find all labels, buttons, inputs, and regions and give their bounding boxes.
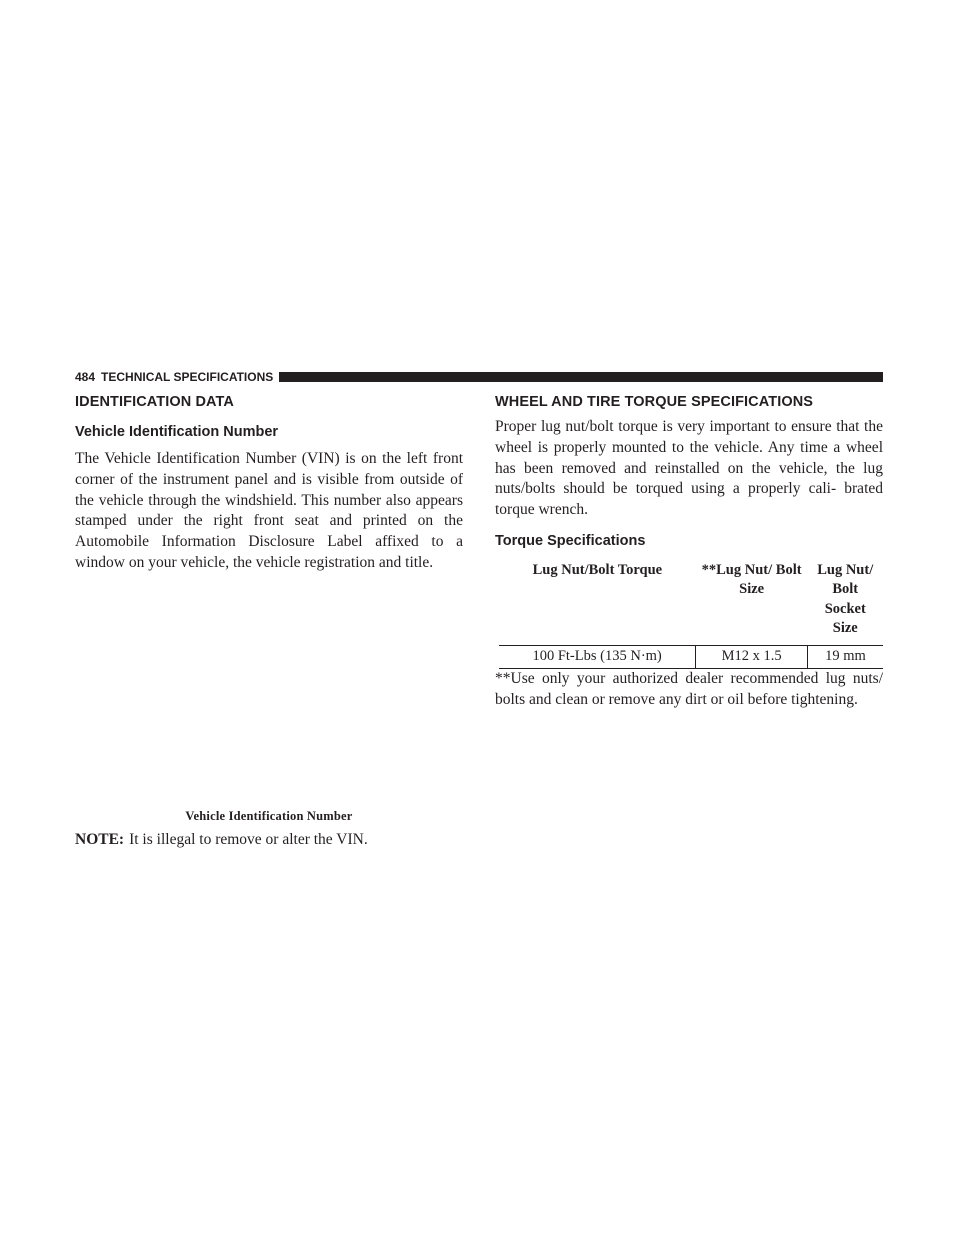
table-header-cell: **Lug Nut/ Bolt Size — [696, 561, 808, 646]
torque-specs-heading: WHEEL AND TIRE TORQUE SPECIFICATIONS — [495, 394, 814, 410]
figure-caption: Vehicle Identification Number — [185, 808, 353, 823]
identification-data-heading: IDENTIFICATION DATA — [75, 394, 234, 410]
table-row — [499, 645, 883, 668]
table-header-row — [499, 561, 883, 646]
note-text: It is illegal to remove or alter the VIN. — [129, 830, 368, 848]
table-cell: 100 Ft-Lbs (135 N·m) — [499, 645, 696, 668]
table-cell: 19 mm — [807, 645, 883, 668]
vin-figure-area — [75, 574, 463, 809]
table-cell: M12 x 1.5 — [696, 645, 808, 668]
torque-subheading: Torque Specifications — [495, 532, 646, 549]
page-header — [75, 369, 883, 385]
torque-table — [499, 561, 883, 669]
vin-paragraph: The Vehicle Identification Number (VIN) is on the left front corner of the instrument panel and is visible from outside of the vehicle through the windshield. This number also appears stamped under the right front seat and printed on the Automobile Information Disclosure Label affixed to a window on your vehicle, the vehicle registration and title. — [75, 450, 463, 571]
table-header-cell: Lug Nut/Bolt Torque — [499, 561, 696, 646]
torque-footnote: **Use only your authorized dealer recommended lug nuts/ bolts and clean or remove any dirt or oil before tightening. — [495, 669, 883, 708]
left-column — [75, 394, 463, 851]
page-number: 484 — [75, 370, 96, 384]
torque-paragraph: Proper lug nut/bolt torque is very important to ensure that the wheel is properly mounted to the vehicle. Any time a wheel has been removed and reinstalled on the vehicle, the lug nuts/bolts should be torqued using a properly cali- brated torque wrench. — [495, 418, 883, 519]
note-label: NOTE: — [75, 830, 125, 848]
table-header-cell: Lug Nut/ Bolt Socket Size — [807, 561, 883, 646]
header-rule — [279, 372, 883, 382]
section-name: TECHNICAL SPECIFICATIONS — [101, 370, 274, 384]
right-column — [495, 394, 883, 711]
vin-subheading: Vehicle Identification Number — [75, 424, 279, 440]
note — [75, 830, 463, 851]
